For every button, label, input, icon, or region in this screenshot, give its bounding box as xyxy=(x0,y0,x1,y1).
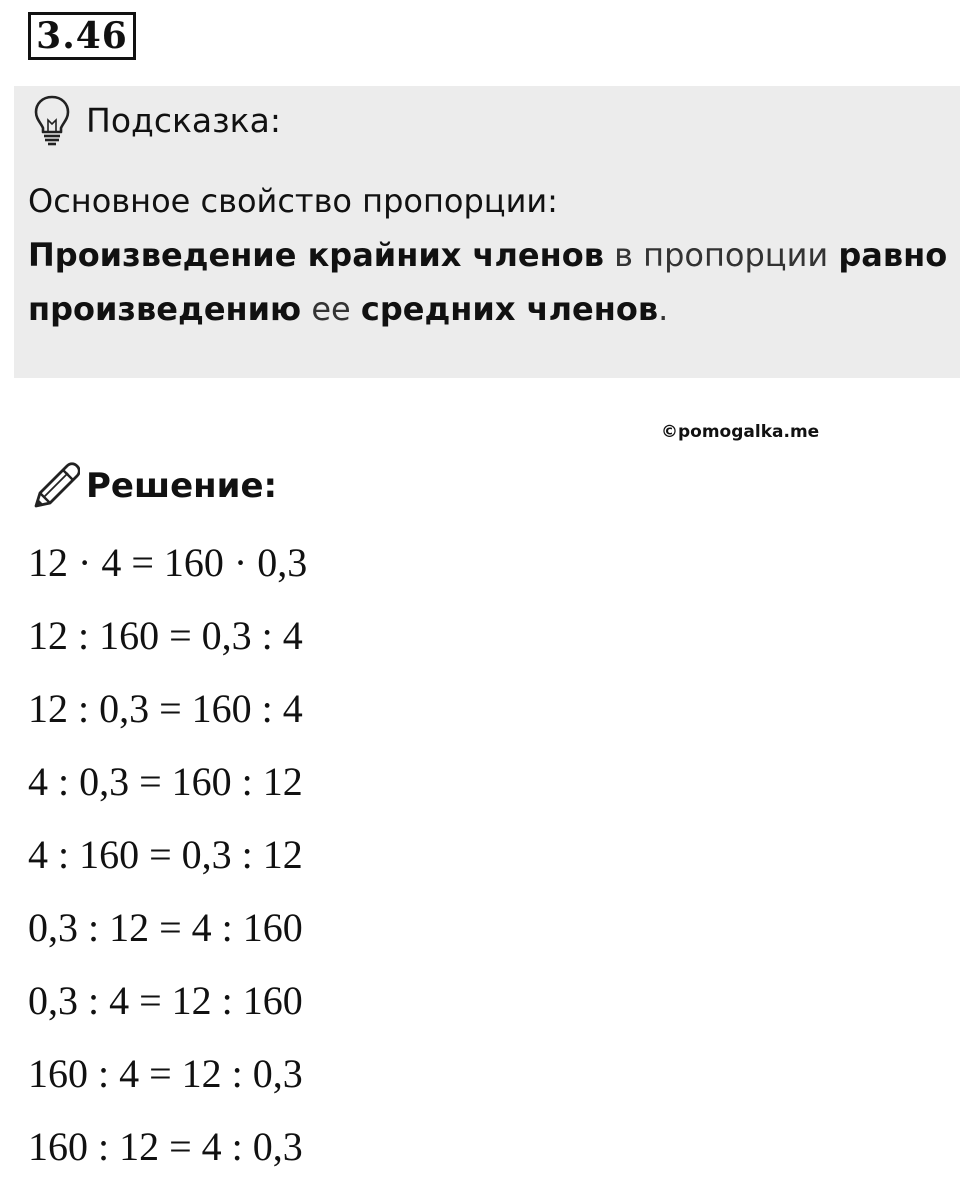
hint-box xyxy=(14,86,960,378)
hint-title: Подсказка: xyxy=(86,100,281,140)
equation-line: 0,3 : 12 = 4 : 160 xyxy=(28,905,303,950)
equation-list xyxy=(28,530,307,1187)
watermark: ©pomogalka.me xyxy=(661,422,820,442)
hint-bold-product: произведению xyxy=(28,290,302,328)
hint-line-2 xyxy=(28,228,953,282)
hint-bold-extremes: Произведение крайних членов xyxy=(28,236,604,274)
equation-line: 12 : 160 = 0,3 : 4 xyxy=(28,613,303,658)
hint-period: . xyxy=(658,290,669,328)
task-number: 3.46 xyxy=(28,12,136,60)
hint-bold-means: средних членов xyxy=(360,290,659,328)
equation-line: 160 : 4 = 12 : 0,3 xyxy=(28,1051,303,1096)
equation-line: 160 : 12 = 4 : 0,3 xyxy=(28,1124,303,1169)
hint-plain-its: ее xyxy=(301,290,361,328)
equation-line: 12 : 0,3 = 160 : 4 xyxy=(28,686,303,731)
hint-text xyxy=(28,174,953,336)
hint-header xyxy=(32,92,281,148)
equation-line: 0,3 : 4 = 12 : 160 xyxy=(28,978,303,1023)
hint-bold-equals: равно xyxy=(838,236,948,274)
solution-title: Решение: xyxy=(86,466,278,506)
lightbulb-icon xyxy=(32,94,72,146)
hint-line-3 xyxy=(28,282,953,336)
solution-header xyxy=(30,456,277,516)
pencil-icon xyxy=(30,460,80,512)
hint-plain-in-proportion: в пропорции xyxy=(603,236,839,274)
hint-line-1: Основное свойство пропорции: xyxy=(28,182,558,220)
equation-line: 12 · 4 = 160 · 0,3 xyxy=(28,540,308,585)
equation-line: 4 : 160 = 0,3 : 12 xyxy=(28,832,303,877)
equation-line: 4 : 0,3 = 160 : 12 xyxy=(28,759,303,804)
